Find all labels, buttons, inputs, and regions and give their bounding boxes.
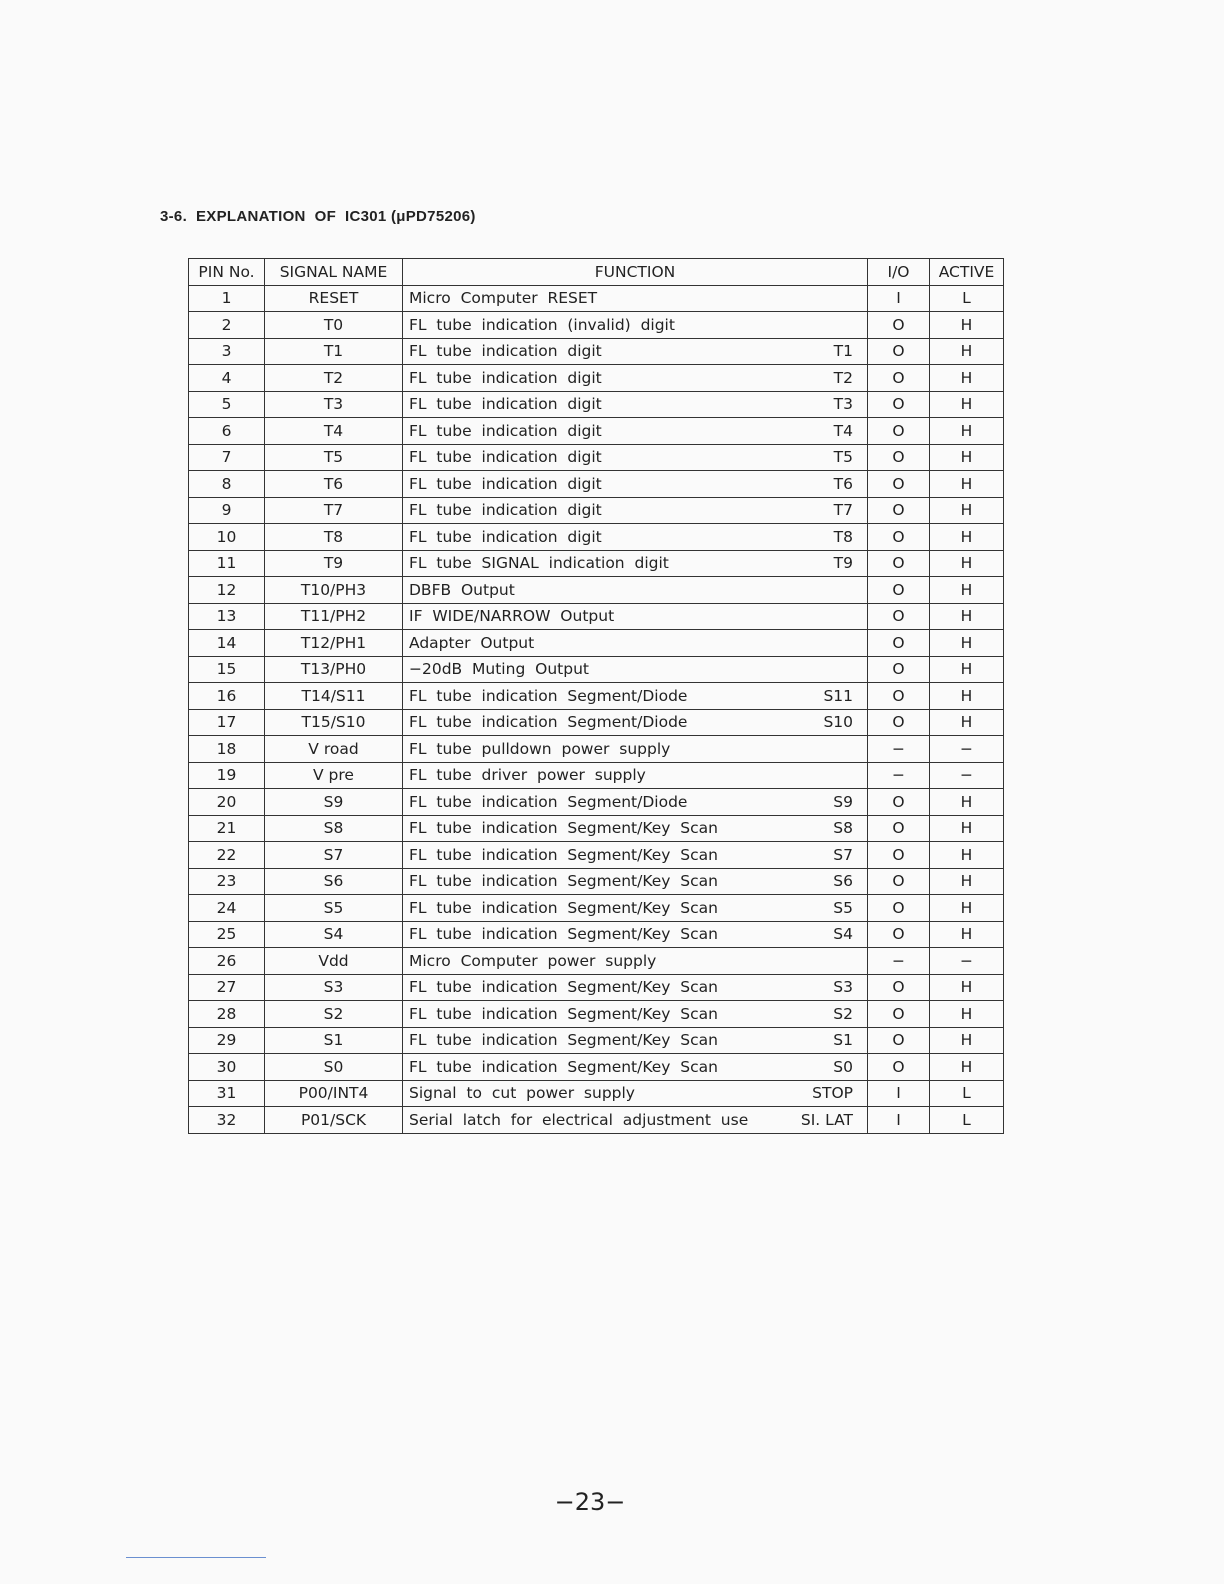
table-row (189, 391, 1004, 418)
pin-number: 21 (189, 815, 265, 842)
io-value: O (868, 815, 930, 842)
function-cell (403, 868, 868, 895)
function-text: FL tube indication digit (409, 395, 602, 414)
active-value: H (930, 471, 1004, 498)
pin-number: 17 (189, 709, 265, 736)
table-row (189, 497, 1004, 524)
active-value: H (930, 1027, 1004, 1054)
table-row (189, 338, 1004, 365)
function-text: FL tube indication digit (409, 474, 602, 493)
table-row (189, 762, 1004, 789)
col-header-pin: PIN No. (189, 259, 265, 286)
pin-table (188, 258, 1004, 1134)
signal-name: T0 (265, 312, 403, 339)
col-header-signal: SIGNAL NAME (265, 259, 403, 286)
col-header-active: ACTIVE (930, 259, 1004, 286)
function-text: FL tube indication Segment/Key Scan (409, 1057, 718, 1076)
active-value: H (930, 365, 1004, 392)
function-ref: T9 (833, 554, 853, 573)
io-value: O (868, 1027, 930, 1054)
function-cell (403, 577, 868, 604)
io-value: O (868, 709, 930, 736)
function-ref: S7 (833, 845, 853, 864)
function-cell (403, 1107, 868, 1134)
function-cell (403, 471, 868, 498)
active-value: H (930, 630, 1004, 657)
function-ref: T4 (833, 421, 853, 440)
table-row (189, 365, 1004, 392)
table-row (189, 683, 1004, 710)
active-value: H (930, 603, 1004, 630)
function-ref: T2 (833, 368, 853, 387)
table-row (189, 789, 1004, 816)
pin-number: 24 (189, 895, 265, 922)
io-value: I (868, 285, 930, 312)
active-value: H (930, 497, 1004, 524)
active-value: H (930, 312, 1004, 339)
function-ref: S6 (833, 872, 853, 891)
io-value: O (868, 497, 930, 524)
function-ref: T7 (833, 501, 853, 520)
active-value: L (930, 285, 1004, 312)
table-row (189, 656, 1004, 683)
signal-name: T6 (265, 471, 403, 498)
pin-number: 18 (189, 736, 265, 763)
function-cell (403, 1027, 868, 1054)
pin-number: 31 (189, 1080, 265, 1107)
pin-number: 6 (189, 418, 265, 445)
active-value: H (930, 815, 1004, 842)
function-cell (403, 948, 868, 975)
signal-name: T4 (265, 418, 403, 445)
function-cell (403, 683, 868, 710)
function-text: Signal to cut power supply (409, 1084, 635, 1103)
table-row (189, 312, 1004, 339)
io-value: I (868, 1080, 930, 1107)
table-row (189, 418, 1004, 445)
signal-name: T3 (265, 391, 403, 418)
signal-name: T9 (265, 550, 403, 577)
signal-name: P01/SCK (265, 1107, 403, 1134)
table-row (189, 948, 1004, 975)
signal-name: V pre (265, 762, 403, 789)
io-value: O (868, 1054, 930, 1081)
function-text: FL tube SIGNAL indication digit (409, 554, 669, 573)
active-value: H (930, 789, 1004, 816)
pin-number: 5 (189, 391, 265, 418)
active-value: − (930, 948, 1004, 975)
function-text: FL tube indication digit (409, 448, 602, 467)
function-text: FL tube indication digit (409, 501, 602, 520)
pin-number: 26 (189, 948, 265, 975)
col-header-io: I/O (868, 259, 930, 286)
table-row (189, 577, 1004, 604)
signal-name: Vdd (265, 948, 403, 975)
signal-name: T7 (265, 497, 403, 524)
signal-name: S6 (265, 868, 403, 895)
pin-number: 20 (189, 789, 265, 816)
function-cell (403, 285, 868, 312)
function-cell (403, 1080, 868, 1107)
signal-name: S4 (265, 921, 403, 948)
function-cell (403, 524, 868, 551)
function-cell (403, 656, 868, 683)
function-ref: S11 (823, 686, 853, 705)
signal-name: T13/PH0 (265, 656, 403, 683)
function-text: FL tube pulldown power supply (409, 739, 671, 758)
pin-number: 3 (189, 338, 265, 365)
pin-number: 23 (189, 868, 265, 895)
pin-number: 29 (189, 1027, 265, 1054)
signal-name: T10/PH3 (265, 577, 403, 604)
function-text: FL tube indication (invalid) digit (409, 315, 675, 334)
table-row (189, 895, 1004, 922)
signal-name: RESET (265, 285, 403, 312)
function-text: FL tube indication Segment/Diode (409, 686, 688, 705)
function-ref: S0 (833, 1057, 853, 1076)
pin-number: 13 (189, 603, 265, 630)
io-value: I (868, 1107, 930, 1134)
active-value: H (930, 338, 1004, 365)
function-text: FL tube indication Segment/Key Scan (409, 872, 718, 891)
io-value: O (868, 630, 930, 657)
function-cell (403, 921, 868, 948)
function-text: FL tube indication Segment/Key Scan (409, 898, 718, 917)
pin-number: 28 (189, 1001, 265, 1028)
function-ref: S8 (833, 819, 853, 838)
signal-name: V road (265, 736, 403, 763)
function-cell (403, 365, 868, 392)
function-text: −20dB Muting Output (409, 660, 589, 679)
active-value: H (930, 577, 1004, 604)
io-value: O (868, 921, 930, 948)
table-row (189, 285, 1004, 312)
active-value: H (930, 418, 1004, 445)
function-text: FL tube indication Segment/Key Scan (409, 978, 718, 997)
function-text: FL tube indication Segment/Diode (409, 792, 688, 811)
function-text: FL tube indication Segment/Key Scan (409, 1004, 718, 1023)
function-text: FL tube indication digit (409, 368, 602, 387)
signal-name: T11/PH2 (265, 603, 403, 630)
pin-number: 2 (189, 312, 265, 339)
function-cell (403, 842, 868, 869)
function-cell (403, 974, 868, 1001)
table-row (189, 550, 1004, 577)
function-cell (403, 762, 868, 789)
pin-number: 14 (189, 630, 265, 657)
signal-name: S5 (265, 895, 403, 922)
function-cell (403, 895, 868, 922)
function-cell (403, 312, 868, 339)
active-value: H (930, 921, 1004, 948)
active-value: H (930, 1001, 1004, 1028)
io-value: O (868, 842, 930, 869)
function-ref: S1 (833, 1031, 853, 1050)
table-header-row (189, 259, 1004, 286)
pin-number: 25 (189, 921, 265, 948)
col-header-function: FUNCTION (403, 259, 868, 286)
pin-number: 7 (189, 444, 265, 471)
function-ref: STOP (812, 1084, 853, 1103)
signal-name: P00/INT4 (265, 1080, 403, 1107)
signal-name: S0 (265, 1054, 403, 1081)
function-ref: T1 (833, 342, 853, 361)
active-value: H (930, 656, 1004, 683)
pin-number: 4 (189, 365, 265, 392)
pin-number: 27 (189, 974, 265, 1001)
active-value: − (930, 762, 1004, 789)
io-value: O (868, 524, 930, 551)
signal-name: S1 (265, 1027, 403, 1054)
io-value: O (868, 603, 930, 630)
active-value: H (930, 550, 1004, 577)
function-text: Micro Computer RESET (409, 289, 598, 308)
signal-name: T5 (265, 444, 403, 471)
signal-name: T12/PH1 (265, 630, 403, 657)
function-ref: SI. LAT (800, 1110, 853, 1129)
io-value: O (868, 577, 930, 604)
active-value: H (930, 842, 1004, 869)
io-value: O (868, 391, 930, 418)
io-value: O (868, 656, 930, 683)
function-text: DBFB Output (409, 580, 515, 599)
function-cell (403, 1001, 868, 1028)
function-text: FL tube indication Segment/Key Scan (409, 845, 718, 864)
function-text: FL tube indication Segment/Diode (409, 713, 688, 732)
pin-number: 9 (189, 497, 265, 524)
io-value: O (868, 550, 930, 577)
function-text: Micro Computer power supply (409, 951, 657, 970)
table-row (189, 842, 1004, 869)
function-cell (403, 630, 868, 657)
active-value: L (930, 1080, 1004, 1107)
active-value: H (930, 391, 1004, 418)
io-value: O (868, 418, 930, 445)
active-value: H (930, 974, 1004, 1001)
io-value: − (868, 736, 930, 763)
io-value: O (868, 1001, 930, 1028)
table-row (189, 444, 1004, 471)
function-ref: T8 (833, 527, 853, 546)
function-ref: T5 (833, 448, 853, 467)
pin-number: 32 (189, 1107, 265, 1134)
io-value: O (868, 974, 930, 1001)
function-ref: S9 (833, 792, 853, 811)
function-ref: S10 (823, 713, 853, 732)
page-number: −23− (554, 1488, 626, 1516)
pin-number: 16 (189, 683, 265, 710)
table-row (189, 868, 1004, 895)
active-value: H (930, 683, 1004, 710)
io-value: − (868, 948, 930, 975)
table-row (189, 1001, 1004, 1028)
function-cell (403, 550, 868, 577)
section-heading: 3-6. EXPLANATION OF IC301 (μPD75206) (160, 208, 476, 225)
signal-name: S9 (265, 789, 403, 816)
signal-name: S2 (265, 1001, 403, 1028)
pin-number: 15 (189, 656, 265, 683)
table-row (189, 974, 1004, 1001)
table-row (189, 524, 1004, 551)
function-ref: S5 (833, 898, 853, 917)
function-ref: S2 (833, 1004, 853, 1023)
active-value: H (930, 524, 1004, 551)
pin-number: 8 (189, 471, 265, 498)
table-row (189, 815, 1004, 842)
function-cell (403, 603, 868, 630)
io-value: O (868, 338, 930, 365)
signal-name: S3 (265, 974, 403, 1001)
signal-name: T8 (265, 524, 403, 551)
function-cell (403, 789, 868, 816)
io-value: O (868, 683, 930, 710)
function-cell (403, 391, 868, 418)
function-cell (403, 736, 868, 763)
pin-number: 12 (189, 577, 265, 604)
signal-name: T15/S10 (265, 709, 403, 736)
pin-number: 1 (189, 285, 265, 312)
function-text: FL tube indication Segment/Key Scan (409, 1031, 718, 1050)
active-value: H (930, 709, 1004, 736)
function-text: FL tube driver power supply (409, 766, 646, 785)
signal-name: S8 (265, 815, 403, 842)
io-value: − (868, 762, 930, 789)
function-text: FL tube indication digit (409, 527, 602, 546)
table-row (189, 736, 1004, 763)
io-value: O (868, 312, 930, 339)
active-value: H (930, 868, 1004, 895)
function-cell (403, 815, 868, 842)
function-cell (403, 709, 868, 736)
active-value: L (930, 1107, 1004, 1134)
table-row (189, 1080, 1004, 1107)
pin-table-body (189, 285, 1004, 1133)
signal-name: T2 (265, 365, 403, 392)
function-text: FL tube indication digit (409, 421, 602, 440)
table-row (189, 1107, 1004, 1134)
pin-number: 11 (189, 550, 265, 577)
table-row (189, 1027, 1004, 1054)
table-row (189, 630, 1004, 657)
pin-number: 30 (189, 1054, 265, 1081)
io-value: O (868, 365, 930, 392)
pin-number: 19 (189, 762, 265, 789)
function-ref: T3 (833, 395, 853, 414)
function-cell (403, 1054, 868, 1081)
function-cell (403, 338, 868, 365)
active-value: − (930, 736, 1004, 763)
table-row (189, 1054, 1004, 1081)
pin-number: 10 (189, 524, 265, 551)
io-value: O (868, 895, 930, 922)
function-text: Serial latch for electrical adjustment use (409, 1110, 749, 1129)
function-ref: T6 (833, 474, 853, 493)
active-value: H (930, 895, 1004, 922)
function-ref: S4 (833, 925, 853, 944)
io-value: O (868, 444, 930, 471)
active-value: H (930, 444, 1004, 471)
table-row (189, 471, 1004, 498)
function-cell (403, 497, 868, 524)
signal-name: T14/S11 (265, 683, 403, 710)
active-value: H (930, 1054, 1004, 1081)
io-value: O (868, 789, 930, 816)
function-text: IF WIDE/NARROW Output (409, 607, 615, 626)
table-row (189, 603, 1004, 630)
footer-rule (126, 1557, 266, 1558)
function-cell (403, 418, 868, 445)
function-text: FL tube indication digit (409, 342, 602, 361)
table-row (189, 709, 1004, 736)
io-value: O (868, 868, 930, 895)
signal-name: S7 (265, 842, 403, 869)
function-text: FL tube indication Segment/Key Scan (409, 925, 718, 944)
function-text: Adapter Output (409, 633, 535, 652)
function-cell (403, 444, 868, 471)
function-text: FL tube indication Segment/Key Scan (409, 819, 718, 838)
function-ref: S3 (833, 978, 853, 997)
pin-number: 22 (189, 842, 265, 869)
table-row (189, 921, 1004, 948)
io-value: O (868, 471, 930, 498)
signal-name: T1 (265, 338, 403, 365)
